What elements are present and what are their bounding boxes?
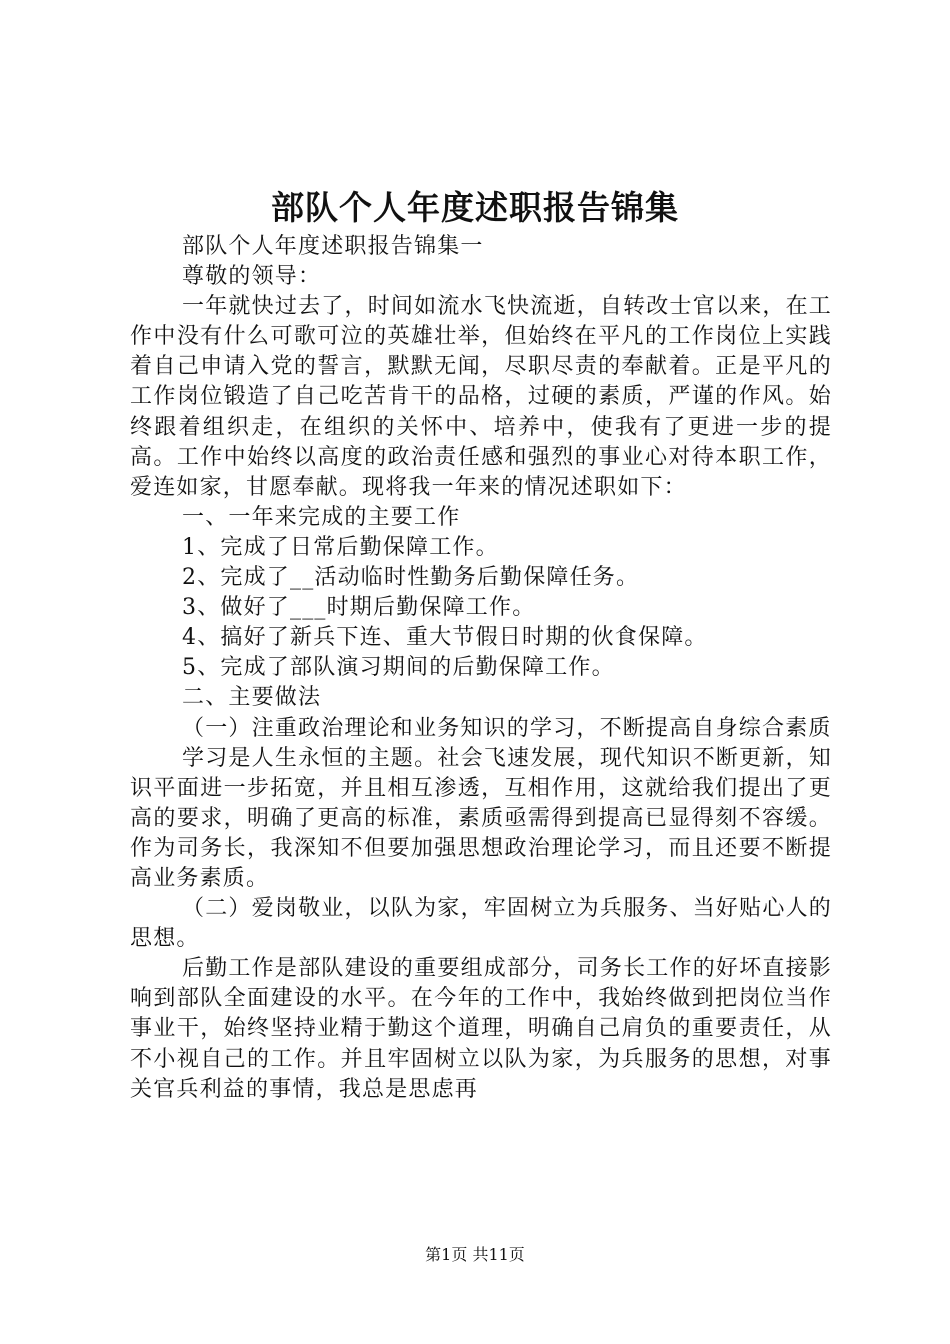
paragraph-salutation: 尊敬的领导： xyxy=(182,264,322,290)
paragraph-intro: 一年就快过去了，时间如流水飞快流逝，自转改士官以来，在工作中没有什么可歌可泣的英雄壮举，但始终在平凡的工作岗位上实践着自己申请入党的誓言，默默无闻，尽职尽责的奉献着。正是平凡的工作岗位锻造了自己吃苦肯干的品格，过硬的素质，严谨的作风。始终跟着组织走，在组织的关怀中、培养中，使我有了更进一步的提高。工作中始终以高度的政治责任感和强烈的事业心对待本职工作，爱连如家，甘愿奉献。现将我一年来的情况述职如下： xyxy=(130,294,832,500)
subsection-heading-dedication: （二）爱岗敬业，以队为家，牢固树立为兵服务、当好贴心人的思想。 xyxy=(130,896,832,952)
subsection-heading-study: （一）注重政治理论和业务知识的学习，不断提高自身综合素质 xyxy=(182,715,832,741)
paragraph-logistics: 后勤工作是部队建设的重要组成部分，司务长工作的好坏直接影响到部队全面建设的水平。在今年的工作中，我始终做到把岗位当作事业干，始终坚持业精于勤这个道理，明确自己肩负的重要责任，从不小视自己的工作。并且牢固树立以队为家，为兵服务的思想，对事关官兵利益的事情，我总是思虑再 xyxy=(130,956,832,1102)
paragraph-study: 学习是人生永恒的主题。社会飞速发展，现代知识不断更新，知识平面进一步拓宽，并且相互渗透，互相作用，这就给我们提出了更高的要求，明确了更高的标准，素质亟需得到提高已显得刻不容缓。作为司务长，我深知不但要加强思想政治理论学习，而且还要不断提高业务素质。 xyxy=(130,745,832,891)
list-item: 5、完成了部队演习期间的后勤保障工作。 xyxy=(182,655,615,681)
list-item: 4、搞好了新兵下连、重大节假日时期的伙食保障。 xyxy=(182,625,708,651)
list-item: 1、完成了日常后勤保障工作。 xyxy=(182,534,499,560)
paragraph-subtitle: 部队个人年度述职报告锦集一 xyxy=(182,234,484,259)
list-item: 2、完成了__活动临时性勤务后勤保障任务。 xyxy=(182,565,640,591)
document-title: 部队个人年度述职报告锦集 xyxy=(271,188,679,227)
list-item: 3、做好了___时期后勤保障工作。 xyxy=(182,595,536,621)
section-heading-main-work: 一、一年来完成的主要工作 xyxy=(182,504,461,530)
page-footer: 第1页 共11页 xyxy=(425,1245,525,1264)
section-heading-methods: 二、主要做法 xyxy=(182,685,322,711)
document-body xyxy=(130,232,832,1105)
